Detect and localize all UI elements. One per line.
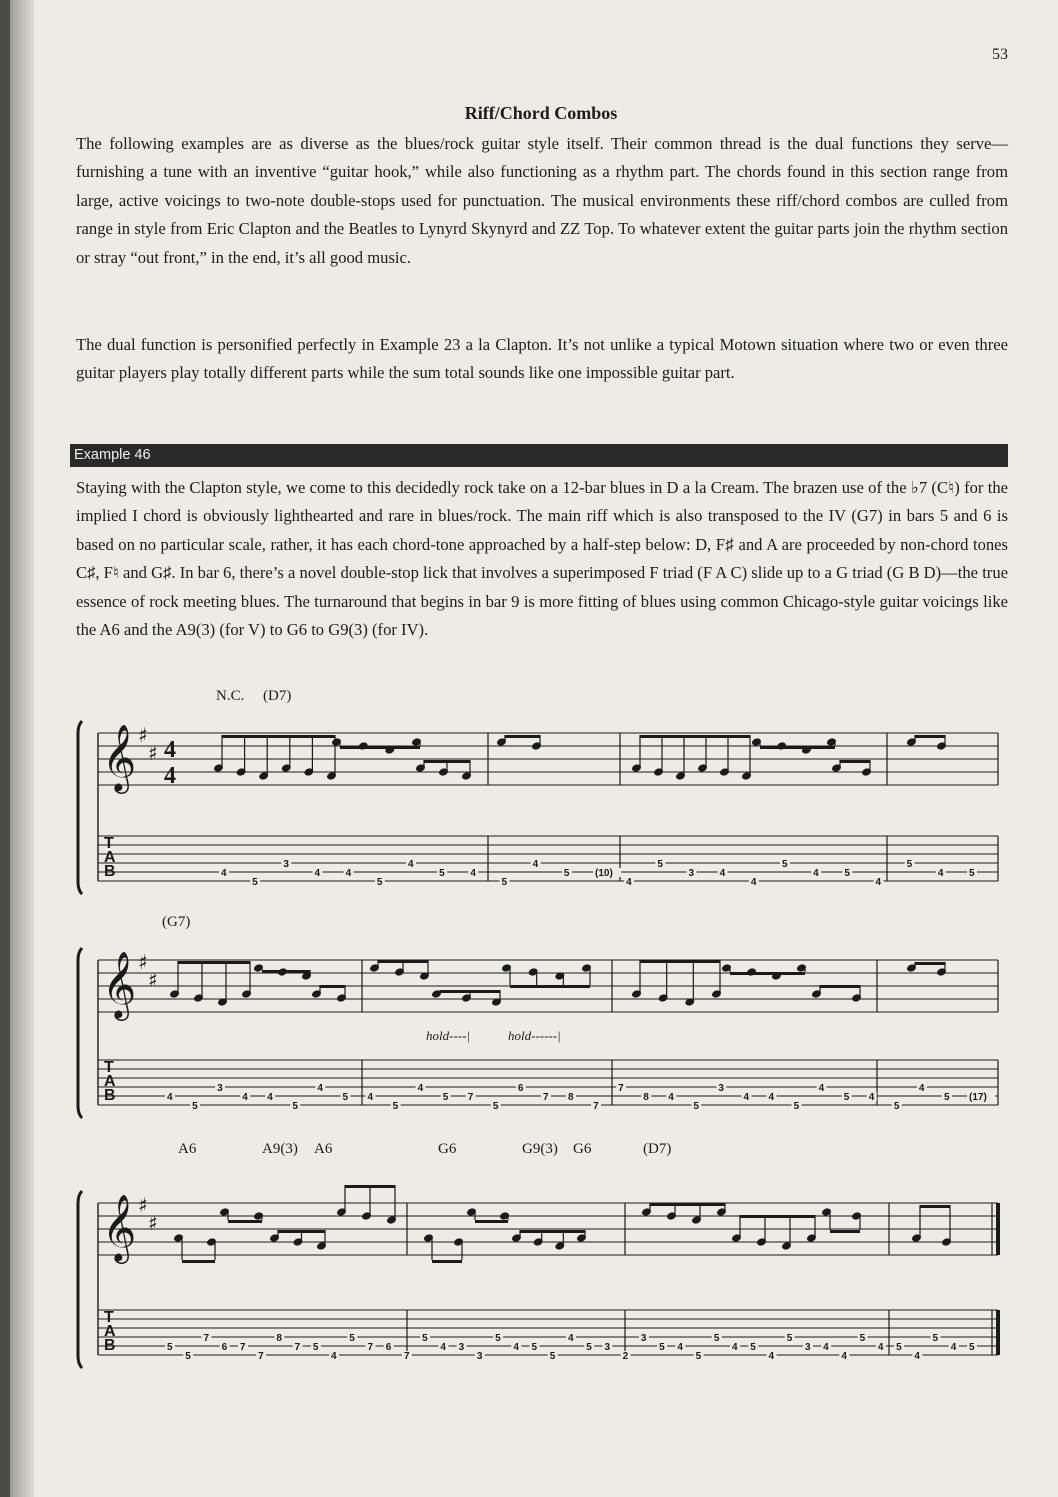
treble-clef: 𝄞 bbox=[102, 1193, 137, 1261]
tab-fret-number: 4 bbox=[823, 1342, 829, 1353]
beam bbox=[510, 985, 590, 988]
tab-fret-number: 2 bbox=[622, 1351, 629, 1362]
system-bracket bbox=[78, 948, 82, 1118]
tab-fret-number: 5 bbox=[492, 1101, 499, 1112]
system-bracket bbox=[78, 1191, 82, 1368]
tab-fret-number: 5 bbox=[896, 1342, 902, 1353]
tab-fret-number: 4 bbox=[719, 868, 726, 879]
tab-fret-number: 5 bbox=[342, 1092, 348, 1103]
time-signature-bottom: 4 bbox=[164, 763, 176, 789]
notehead bbox=[277, 967, 288, 977]
tab-fret-number: 4 bbox=[750, 877, 757, 888]
tab-fret-number: 6 bbox=[385, 1342, 392, 1353]
treble-clef: 𝄞 bbox=[102, 723, 137, 791]
tab-fret-number: 4 bbox=[841, 1351, 847, 1362]
tab-fret-number: 5 bbox=[442, 1092, 449, 1103]
chord-symbol: A6 bbox=[178, 1141, 197, 1157]
chord-symbol: A9(3) bbox=[262, 1141, 298, 1157]
tab-fret-number: 4 bbox=[677, 1342, 683, 1353]
tab-fret-number: 7 bbox=[367, 1342, 374, 1353]
system-bracket bbox=[78, 721, 82, 894]
tab-fret-number: 4 bbox=[937, 868, 944, 879]
tab-fret-number: 4 bbox=[532, 859, 539, 870]
tab-fret-number: 5 bbox=[893, 1101, 900, 1112]
tab-fret-number: 4 bbox=[242, 1092, 248, 1103]
tab-fret-number: 4 bbox=[267, 1092, 273, 1103]
beam bbox=[182, 1260, 215, 1263]
tab-fret-number: 4 bbox=[417, 1083, 424, 1094]
beam bbox=[650, 1203, 725, 1206]
tab-fret-number: 4 bbox=[626, 877, 632, 888]
tab-fret-number: 4 bbox=[818, 1083, 825, 1094]
tab-fret-number: 5 bbox=[252, 877, 258, 888]
tab-fret-number: 3 bbox=[217, 1083, 223, 1094]
tab-fret-number: 6 bbox=[221, 1342, 228, 1353]
tab-fret-number: 5 bbox=[392, 1101, 399, 1112]
tab-clef-letter: B bbox=[104, 1337, 116, 1354]
tab-fret-number: 7 bbox=[294, 1342, 301, 1353]
tab-fret-number: 5 bbox=[969, 1342, 975, 1353]
tab-fret-number: 5 bbox=[844, 868, 850, 879]
tab-fret-number: 5 bbox=[292, 1101, 298, 1112]
tab-fret-number: 4 bbox=[331, 1351, 337, 1362]
key-signature-sharp: ♯ bbox=[148, 1211, 158, 1235]
hold-marking: hold------| bbox=[508, 1028, 561, 1043]
tab-fret-number: 5 bbox=[713, 1333, 720, 1344]
chord-symbol: A6 bbox=[314, 1141, 333, 1157]
key-signature-sharp: ♯ bbox=[138, 723, 148, 747]
beam bbox=[760, 746, 835, 749]
tab-fret-number: 4 bbox=[877, 1342, 884, 1353]
tab-fret-number: 5 bbox=[693, 1101, 699, 1112]
tab-fret-number: 5 bbox=[750, 1342, 756, 1353]
beam bbox=[475, 1220, 508, 1223]
chord-symbol: G9(3) bbox=[522, 1141, 558, 1157]
tab-fret-number: 4 bbox=[768, 1092, 775, 1103]
tab-clef-letter: T bbox=[104, 1059, 114, 1076]
beam bbox=[915, 735, 945, 738]
tab-fret-number: 5 bbox=[312, 1342, 319, 1353]
tab-fret-number: 5 bbox=[376, 877, 383, 888]
notehead bbox=[776, 741, 787, 751]
treble-clef: 𝄞 bbox=[102, 950, 137, 1018]
chord-symbol: G6 bbox=[438, 1141, 457, 1157]
tab-fret-number: 5 bbox=[782, 859, 788, 870]
beam bbox=[915, 962, 945, 965]
beam bbox=[340, 746, 420, 749]
tab-fret-number: 5 bbox=[349, 1333, 355, 1344]
beam bbox=[820, 985, 860, 988]
tab-fret-number: 7 bbox=[403, 1351, 410, 1362]
tab-fret-number: 3 bbox=[640, 1333, 647, 1344]
tab-fret-number: 5 bbox=[943, 1092, 950, 1103]
chord-symbol: N.C. bbox=[216, 688, 245, 704]
tab-fret-number: 5 bbox=[859, 1333, 866, 1344]
tab-fret-number: 4 bbox=[470, 868, 476, 879]
tab-fret-number: 4 bbox=[868, 1092, 875, 1103]
tab-fret-number: 4 bbox=[513, 1342, 519, 1353]
tab-fret-number: 5 bbox=[843, 1092, 850, 1103]
intro-paragraph: The following examples are as diverse as the blues/rock guitar style itself. Their common thread is the dual functions they serve—furnishing a tune with an inventive “guitar hook,” while also functioning as a rhythm part. The chords found in this section range from large, active voicings to two-note double-stops used for punctuation. The musical environments these riff/chord combos are culled from range in style from Eric Clapton and the Beatles to Lynyrd Skynyrd and ZZ Top. To whatever extent the guitar parts join the rhythm section or stray “out front,” in the end, it’s all good music. bbox=[76, 134, 1008, 267]
tab-fret-number: 4 bbox=[314, 868, 321, 879]
tab-fret-number: 4 bbox=[221, 868, 227, 879]
tab-fret-number: 4 bbox=[813, 868, 819, 879]
page-number: 53 bbox=[992, 46, 1008, 63]
chord-symbol: G6 bbox=[573, 1141, 592, 1157]
key-signature-sharp: ♯ bbox=[148, 741, 158, 765]
tab-clef-letter: T bbox=[104, 835, 114, 852]
tab-fret-number: 4 bbox=[768, 1351, 775, 1362]
beam bbox=[740, 1215, 815, 1218]
tab-fret-number: 4 bbox=[875, 877, 882, 888]
tab-fret-number: 5 bbox=[793, 1101, 800, 1112]
tab-fret-number: 5 bbox=[586, 1342, 592, 1353]
beam bbox=[920, 1205, 950, 1208]
tab-fret-number: 7 bbox=[203, 1333, 210, 1344]
tab-fret-number: 3 bbox=[804, 1342, 811, 1353]
beam bbox=[640, 735, 750, 738]
tab-fret-number: 3 bbox=[476, 1351, 483, 1362]
section-title: Riff/Chord Combos bbox=[464, 103, 618, 123]
tab-fret-number: 4 bbox=[345, 868, 352, 879]
chord-symbol: (D7) bbox=[643, 1141, 672, 1157]
tab-fret-number: 3 bbox=[283, 859, 289, 870]
tab-fret-number: 7 bbox=[593, 1101, 599, 1112]
dual-function-paragraph: The dual function is personified perfectly in Example 23 a la Clapton. It’s not unlike a typical Motown situation where two or even three guitar players play totally different parts while the sum total sounds like one impossible guitar part. bbox=[76, 335, 1008, 383]
tab-clef-letter: A bbox=[104, 849, 116, 866]
key-signature-sharp: ♯ bbox=[138, 1193, 148, 1217]
example-description: Staying with the Clapton style, we come to this decidedly rock take on a 12-bar blues in D a la Cream. The brazen use of the ♭7 (C♮) for the implied I chord is obviously lighthearted and rare in blues/rock. The main riff which is also transposed to the IV (G7) in bars 5 and 6 is based on no particular scale, rather, it has each chord-tone approached by a half-step below: D, F♯ and A are proceeded by non-chord tones C♯, F♮ and G♯. In bar 6, there’s a novel double-stop lick that involves a superimposed F triad (F A C) slide up to a G triad (G B D)—the true essence of rock meeting blues. The turnaround that begins in bar 9 is more fitting of blues using common Chicago-style guitar voicings like the A6 and the A9(3) (for V) to G6 to G9(3) (for IV). bbox=[76, 478, 1008, 640]
tab-fret-number: 5 bbox=[495, 1333, 501, 1344]
tab-fret-number: 5 bbox=[167, 1342, 173, 1353]
beam bbox=[840, 760, 870, 763]
tab-fret-number: 7 bbox=[542, 1092, 549, 1103]
chord-symbol: (G7) bbox=[162, 914, 191, 930]
tab-fret-number: 5 bbox=[906, 859, 913, 870]
beam bbox=[432, 1260, 462, 1263]
tab-fret-number: 5 bbox=[549, 1351, 556, 1362]
tab-fret-number: 4 bbox=[668, 1092, 674, 1103]
key-signature-sharp: ♯ bbox=[148, 968, 158, 992]
tab-clef-letter: B bbox=[104, 1087, 116, 1104]
tab-fret-number: 5 bbox=[422, 1333, 428, 1344]
tab-fret-number: 5 bbox=[185, 1351, 191, 1362]
tab-fret-number: 5 bbox=[439, 868, 445, 879]
tab-fret-number: 5 bbox=[969, 868, 975, 879]
beam bbox=[730, 972, 805, 975]
tab-fret-number: 6 bbox=[517, 1083, 524, 1094]
tab-fret-number: 4 bbox=[950, 1342, 957, 1353]
tab-fret-number: (17) bbox=[969, 1092, 987, 1103]
example-label: Example 46 bbox=[74, 447, 151, 463]
tab-fret-number: 5 bbox=[531, 1342, 538, 1353]
tab-fret-number: 4 bbox=[732, 1342, 738, 1353]
tab-fret-number: 4 bbox=[167, 1092, 173, 1103]
time-signature-top: 4 bbox=[164, 737, 176, 763]
beam bbox=[520, 1230, 585, 1233]
tab-clef-letter: A bbox=[104, 1323, 116, 1340]
tab-fret-number: 5 bbox=[563, 868, 570, 879]
tab-fret-number: 8 bbox=[276, 1333, 282, 1344]
beam bbox=[228, 1220, 262, 1223]
notehead bbox=[358, 741, 369, 751]
tab-fret-number: 4 bbox=[914, 1351, 920, 1362]
beam bbox=[178, 961, 250, 964]
key-signature-sharp: ♯ bbox=[138, 950, 148, 974]
tab-fret-number: 5 bbox=[657, 859, 663, 870]
beam bbox=[222, 735, 335, 738]
tab-clef-letter: A bbox=[104, 1073, 116, 1090]
tab-fret-number: 5 bbox=[192, 1101, 198, 1112]
tab-fret-number: 7 bbox=[467, 1092, 474, 1103]
tab-fret-number: 4 bbox=[367, 1092, 374, 1103]
chord-symbol: (D7) bbox=[263, 688, 292, 704]
tab-fret-number: 4 bbox=[440, 1342, 446, 1353]
hold-marking: hold----| bbox=[426, 1028, 471, 1043]
tab-fret-number: 7 bbox=[239, 1342, 246, 1353]
tab-fret-number: 3 bbox=[604, 1342, 611, 1353]
tab-fret-number: 5 bbox=[695, 1351, 702, 1362]
tab-fret-number: 7 bbox=[618, 1083, 624, 1094]
tab-clef-letter: B bbox=[104, 863, 116, 880]
tab-fret-number: 5 bbox=[501, 877, 508, 888]
tab-fret-number: 3 bbox=[718, 1083, 724, 1094]
tab-fret-number: 7 bbox=[258, 1351, 264, 1362]
tab-fret-number: 8 bbox=[568, 1092, 574, 1103]
tab-fret-number: 5 bbox=[786, 1333, 793, 1344]
tab-fret-number: 4 bbox=[408, 859, 414, 870]
tab-fret-number: 5 bbox=[932, 1333, 939, 1344]
beam bbox=[830, 1230, 860, 1233]
tab-fret-number: 4 bbox=[317, 1083, 323, 1094]
tab-fret-number: 8 bbox=[643, 1092, 649, 1103]
beam bbox=[505, 735, 540, 738]
tab-fret-number: 3 bbox=[688, 868, 695, 879]
tab-fret-number: 4 bbox=[918, 1083, 925, 1094]
notehead bbox=[746, 967, 757, 977]
tab-fret-number: 3 bbox=[458, 1342, 465, 1353]
tab-clef-letter: T bbox=[104, 1309, 114, 1326]
tab-fret-number: 4 bbox=[743, 1092, 749, 1103]
tab-fret-number: 5 bbox=[659, 1342, 665, 1353]
tab-fret-number: 4 bbox=[568, 1333, 574, 1344]
tab-fret-number: (10) bbox=[595, 868, 613, 879]
beam bbox=[640, 960, 720, 963]
beam bbox=[320, 985, 345, 988]
